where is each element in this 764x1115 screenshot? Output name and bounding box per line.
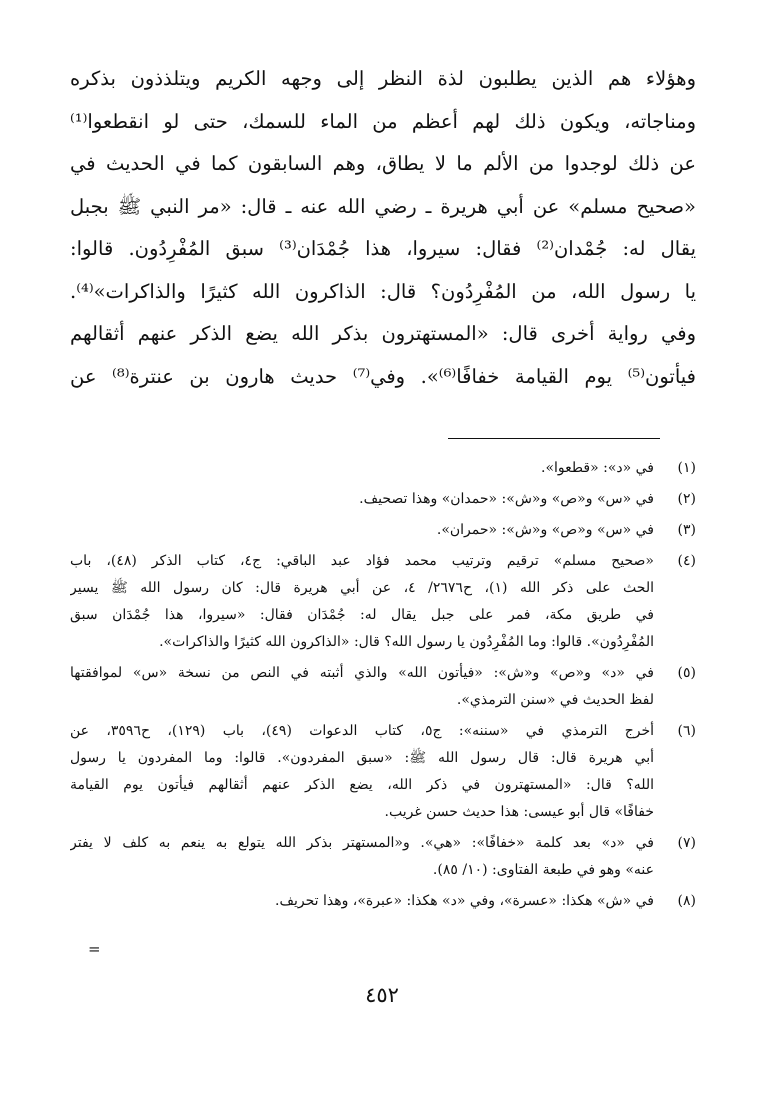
footnote-8 [70, 888, 696, 915]
footnote-number: (٦) [677, 723, 696, 739]
footnote-number: (٥) [677, 665, 696, 681]
footnote-line: لفظ الحديث في «سنن الترمذي». [456, 692, 654, 708]
continuation-mark: = [88, 940, 101, 958]
footnote-line: عنه» وهو في طبعة الفتاوى: (١٠/ ٨٥). [432, 862, 654, 878]
footnote-line: الحث على ذكر الله (١)، ح٢٦٧٦/ ٤، عن أبي هريرة قال: كان رسول الله ﷺ يسير [70, 580, 654, 596]
footnote-line: في «د» و«ص» و«ش»: «فيأتون الله» والذي أثبته في النص من نسخة «س» لموافقتها [70, 665, 654, 681]
footnote-line: خفافًا» قال أبو عيسى: هذا حديث حسن غريب. [384, 804, 654, 820]
footnote-line: في «ش» هكذا: «عسرة»، وفي «د» هكذا: «عبرة»، وهذا تحريف. [275, 893, 654, 909]
footnote-number: (١) [677, 460, 696, 476]
footnote-7 [70, 830, 696, 884]
footnote-line: «صحيح مسلم» ترقيم وترتيب محمد فؤاد عبد الباقي: ج٤، كتاب الذكر (٤٨)، باب [70, 553, 654, 569]
footnote-6 [70, 718, 696, 826]
footnote-4 [70, 548, 696, 656]
main-text-line: «صحيح مسلم» عن أبي هريرة ـ رضي الله عنه ـ قال: «مر النبي ﷺ بجبل [70, 194, 696, 218]
footnote-number: (٧) [677, 835, 696, 851]
main-text-line: فيأتون⁽⁵⁾ يوم القيامة خفافًا⁽⁶⁾». وفي⁽⁷⁾ حديث هارون بن عنترة⁽⁸⁾ عن [70, 364, 696, 388]
main-text-line: ومناجاته، ويكون ذلك لهم أعظم من الماء للسمك، حتى لو انقطعوا⁽¹⁾ [70, 109, 696, 133]
main-text-line: عن ذلك لوجدوا من الألم ما لا يطاق، وهم السابقون كما في الحديث في [70, 152, 696, 175]
footnote-line: في طريق مكة، فمر على جبل يقال له: جُمْدَان فقال: «سيروا، هذا جُمْدَان سبق [70, 607, 654, 623]
footnotes [70, 455, 696, 919]
footnote-line: في «س» و«ص» و«ش»: «حمدان» وهذا تصحيف. [359, 491, 654, 507]
main-text-line: يا رسول الله، من المُفْرِدُون؟ قال: الذاكرون الله كثيرًا والذاكرات»⁽⁴⁾. [70, 279, 696, 303]
page-number: ٤٥٢ [365, 983, 399, 1007]
main-text-line: وفي رواية أخرى قال: «المستهترون بذكر الله يضع الذكر عنهم أثقالهم [70, 322, 696, 345]
footnote-separator [448, 438, 660, 439]
footnote-5 [70, 660, 696, 714]
footnote-line: الله؟ قال: «المستهترون في ذكر الله، يضع الذكر عنهم أثقالهم فيأتون يوم القيامة [70, 777, 654, 793]
footnote-number: (٨) [677, 893, 696, 909]
footnote-line: في «س» و«ص» و«ش»: «حمران». [436, 522, 654, 538]
main-text [70, 58, 696, 398]
footnote-line: أخرج الترمذي في «سننه»: ج٥، كتاب الدعوات (٤٩)، باب (١٢٩)، ح٣٥٩٦، عن [70, 723, 654, 739]
footnote-line: أبي هريرة قال: قال رسول الله ﷺ: «سبق المفردون». قالوا: وما المفردون يا رسول [70, 750, 654, 766]
footnote-line: في «د»: «قطعوا». [541, 460, 654, 476]
footnote-line: المُفْرِدُون». قالوا: وما المُفْرِدُون يا رسول الله؟ قال: «الذاكرون الله كثيرًا والذاكرات». [159, 634, 654, 650]
footnote-3 [70, 517, 696, 544]
main-text-line: وهؤلاء هم الذين يطلبون لذة النظر إلى وجهه الكريم ويتلذذون بذكره [70, 67, 696, 90]
footnote-line: في «د» بعد كلمة «خفافًا»: «هي». و«المستهتر بذكر الله يتولع به ينعم به كلف لا يفتر [70, 835, 654, 851]
footnote-1 [70, 455, 696, 482]
footnote-number: (٤) [677, 553, 696, 569]
main-text-line: يقال له: جُمْدان⁽²⁾ فقال: سيروا، هذا جُمْدَان⁽³⁾ سبق المُفْرِدُون. قالوا: [70, 237, 696, 260]
footnote-number: (٣) [677, 522, 696, 538]
footnote-2 [70, 486, 696, 513]
footnote-number: (٢) [677, 491, 696, 507]
